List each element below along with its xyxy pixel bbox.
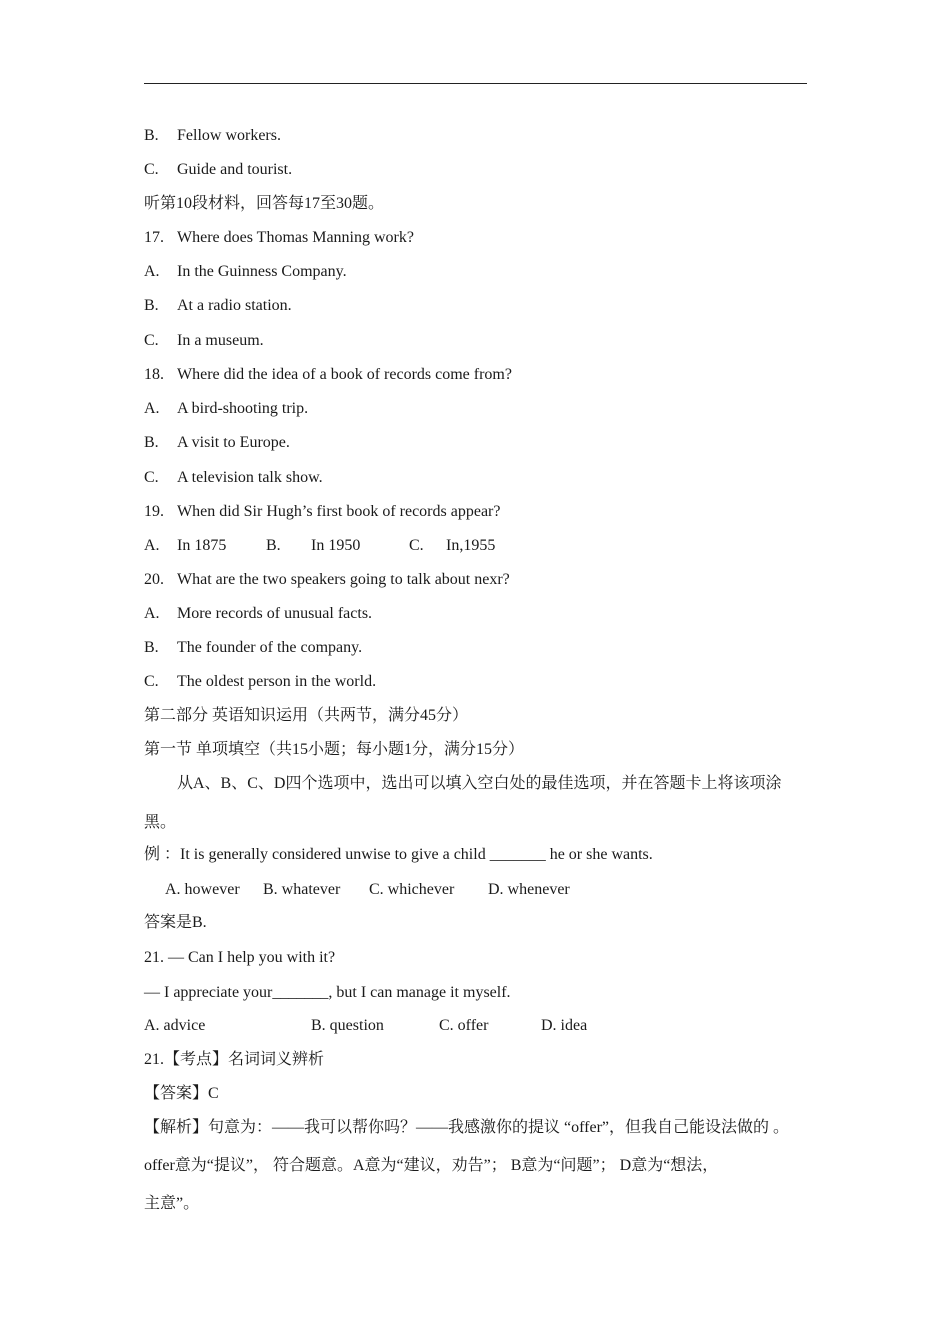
part-2-heading: 第二部分 英语知识运用（共两节，满分45分） <box>144 707 469 724</box>
q21-answer: 【答案】C <box>144 1085 219 1102</box>
example-option-b: B. whatever <box>263 881 341 898</box>
option-label: B. <box>144 434 159 451</box>
instruction-line-2: 黑。 <box>144 814 177 831</box>
option-text: A bird-shooting trip. <box>177 400 309 417</box>
option-text: The founder of the company. <box>177 639 363 656</box>
option-text: A television talk show. <box>177 469 323 486</box>
example-answer: 答案是B. <box>144 914 207 931</box>
q16-option-b <box>144 126 281 146</box>
q21-option-c: C. offer <box>439 1017 489 1034</box>
q21-line-1: 21. — Can I help you with it? <box>144 949 336 966</box>
option-text: In a museum. <box>177 332 264 349</box>
example-option-d: D. whenever <box>488 881 570 898</box>
option-label: C. <box>144 161 159 178</box>
q20-stem <box>144 570 510 590</box>
q17-option-c <box>144 331 264 351</box>
option-label: A. <box>144 263 160 280</box>
q16-option-c <box>144 160 292 180</box>
option-label: B. <box>144 297 159 314</box>
q19-option-b-label: B. <box>266 537 281 554</box>
question-number: 20. <box>144 571 164 588</box>
option-text: Fellow workers. <box>177 127 281 144</box>
q18-stem <box>144 365 512 385</box>
q20-option-b <box>144 638 362 658</box>
q21-line-2: — I appreciate your_______, but I can manage it myself. <box>144 984 511 1001</box>
option-text: Guide and tourist. <box>177 161 293 178</box>
q21-analysis-line-2: offer意为“提议”， 符合题意。A意为“建议，劝告”； B意为“问题”； D意为“想法， <box>144 1157 719 1174</box>
option-text: The oldest person in the world. <box>177 673 377 690</box>
q19-option-b-text: In 1950 <box>311 537 361 554</box>
question-text: Where did the idea of a book of records come from? <box>177 366 512 383</box>
option-label: A. <box>144 400 160 417</box>
q19-stem <box>144 502 500 522</box>
q19-option-a-label: A. <box>144 537 160 554</box>
q19-option-c-label: C. <box>409 537 424 554</box>
passage-10-instruction: 听第10段材料，回答每17至30题。 <box>144 195 385 212</box>
q21-option-d: D. idea <box>541 1017 588 1034</box>
question-number: 19. <box>144 503 164 520</box>
q21-option-a: A. advice <box>144 1017 206 1034</box>
example-stem: 例 ：It is generally considered unwise to give a child _______ he or she wants. <box>144 846 653 863</box>
q21-analysis-line-1: 【解析】句意为：——我可以帮你吗？——我感激你的提议 “offer”，但我自己能设法做的 。 <box>144 1119 790 1136</box>
q19-option-c-text: In,1955 <box>446 537 496 554</box>
question-text: What are the two speakers going to talk about nexr? <box>177 571 510 588</box>
q21-test-point: 21.【考点】名词词义辨析 <box>144 1051 325 1068</box>
option-text: More records of unusual facts. <box>177 605 373 622</box>
q19-option-a-text: In 1875 <box>177 537 227 554</box>
q17-stem <box>144 228 414 248</box>
q17-option-a <box>144 262 347 282</box>
question-number: 17. <box>144 229 164 246</box>
question-number: 18. <box>144 366 164 383</box>
q20-option-c <box>144 672 376 692</box>
option-label: C. <box>144 469 159 486</box>
option-label: A. <box>144 605 160 622</box>
q18-option-a <box>144 399 308 419</box>
q20-option-a <box>144 604 372 624</box>
option-text: At a radio station. <box>177 297 292 314</box>
header-rule <box>144 83 807 84</box>
example-option-a: A. however <box>165 881 240 898</box>
q21-option-b: B. question <box>311 1017 384 1034</box>
question-text: Where does Thomas Manning work? <box>177 229 414 246</box>
instruction-line-1: 从A、B、C、D四个选项中，选出可以填入空白处的最佳选项，并在答题卡上将该项涂 <box>177 775 782 792</box>
question-text: When did Sir Hugh’s first book of records appear? <box>177 503 501 520</box>
q18-option-c <box>144 468 323 488</box>
q17-option-b <box>144 296 292 316</box>
option-label: C. <box>144 673 159 690</box>
q18-option-b <box>144 433 290 453</box>
example-option-c: C. whichever <box>369 881 455 898</box>
option-label: C. <box>144 332 159 349</box>
option-text: In the Guinness Company. <box>177 263 347 280</box>
section-1-heading: 第一节 单项填空（共15小题；每小题1分，满分15分） <box>144 741 525 758</box>
option-label: B. <box>144 127 159 144</box>
q21-analysis-line-3: 主意”。 <box>144 1195 200 1212</box>
option-text: A visit to Europe. <box>177 434 290 451</box>
option-label: B. <box>144 639 159 656</box>
